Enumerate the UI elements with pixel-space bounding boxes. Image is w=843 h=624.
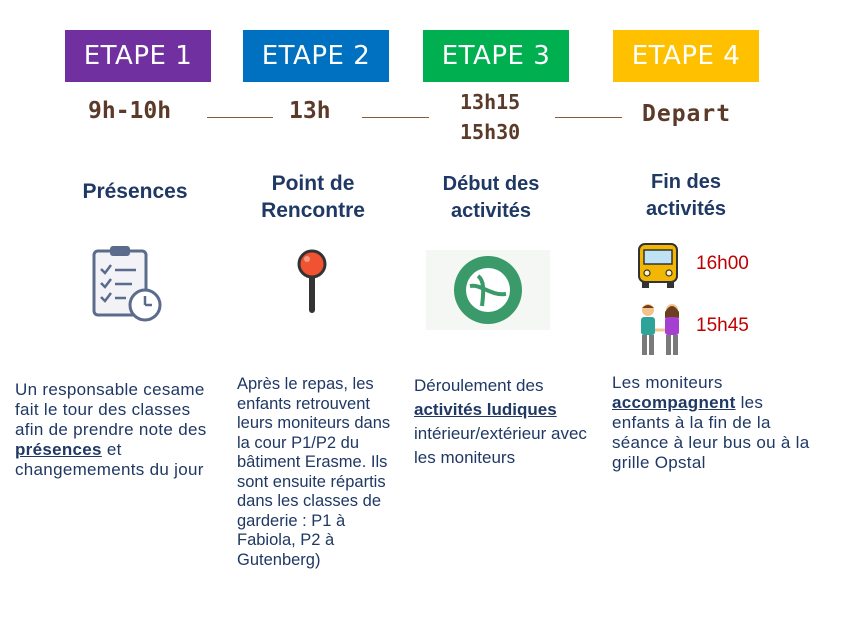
step3-description: Déroulement des activités ludiques intérieur/extérieur avec les moniteurs: [414, 376, 587, 467]
step1-label: ETAPE 1: [83, 41, 193, 71]
step4-title: [611, 169, 761, 223]
step1-box: [65, 30, 211, 82]
step2-time: 13h: [289, 98, 331, 124]
pin-icon: [294, 248, 330, 316]
step4-description: Les moniteurs accompagnent les enfants à la fin de la séance à leur bus ou à la grille Opstal: [612, 373, 810, 472]
step2-title-line1: Point de: [271, 172, 355, 195]
bus-time: 16h00: [696, 253, 749, 274]
step3-title: [416, 171, 566, 225]
step1-time: 9h-10h: [88, 98, 172, 124]
people-icon: [632, 302, 688, 358]
connector-1-2: [207, 117, 273, 118]
step3-time-end: 15h30: [460, 120, 521, 144]
step2-box: [243, 30, 389, 82]
clipboard-clock-icon: [90, 243, 164, 323]
connector-2-3: [362, 117, 429, 118]
walk-time: 15h45: [696, 315, 749, 336]
step3-title-line1: Début des: [442, 173, 540, 195]
tennis-ball-icon: [426, 250, 550, 330]
step2-label: ETAPE 2: [261, 41, 371, 71]
step3-time-start: 13h15: [460, 90, 521, 114]
step3-title-line2: activités: [450, 200, 532, 222]
connector-3-4: [555, 117, 622, 118]
accompagnent-emphasis: accompagnent: [612, 393, 736, 412]
step1-title: [60, 178, 210, 205]
step2-description: Après le repas, les enfants retrouvent leurs moniteurs dans la cour P1/P2 du bâtiment Erasme. Ils sont ensuite répartis dans les classes de garderie : P1 à Fabiola, P2 à Gutenberg): [237, 375, 391, 569]
activites-emphasis: activités ludiques: [414, 400, 557, 419]
step1-title-line1: Présences: [82, 180, 188, 203]
step1-description: Un responsable cesame fait le tour des classes afin de prendre note des présences et changemements du jour: [15, 380, 207, 479]
step3-label: ETAPE 3: [441, 41, 551, 71]
step3-box: [423, 30, 569, 82]
step2-title: [238, 170, 388, 224]
bus-icon: [636, 242, 680, 290]
step2-title-line2: Rencontre: [261, 199, 365, 222]
step4-title-line2: activités: [645, 198, 727, 220]
step4-label: ETAPE 4: [631, 41, 741, 71]
presences-emphasis: présences: [15, 440, 102, 459]
step4-box: [613, 30, 759, 82]
step4-title-line1: Fin des: [650, 171, 721, 193]
step4-time: Depart: [642, 101, 732, 127]
